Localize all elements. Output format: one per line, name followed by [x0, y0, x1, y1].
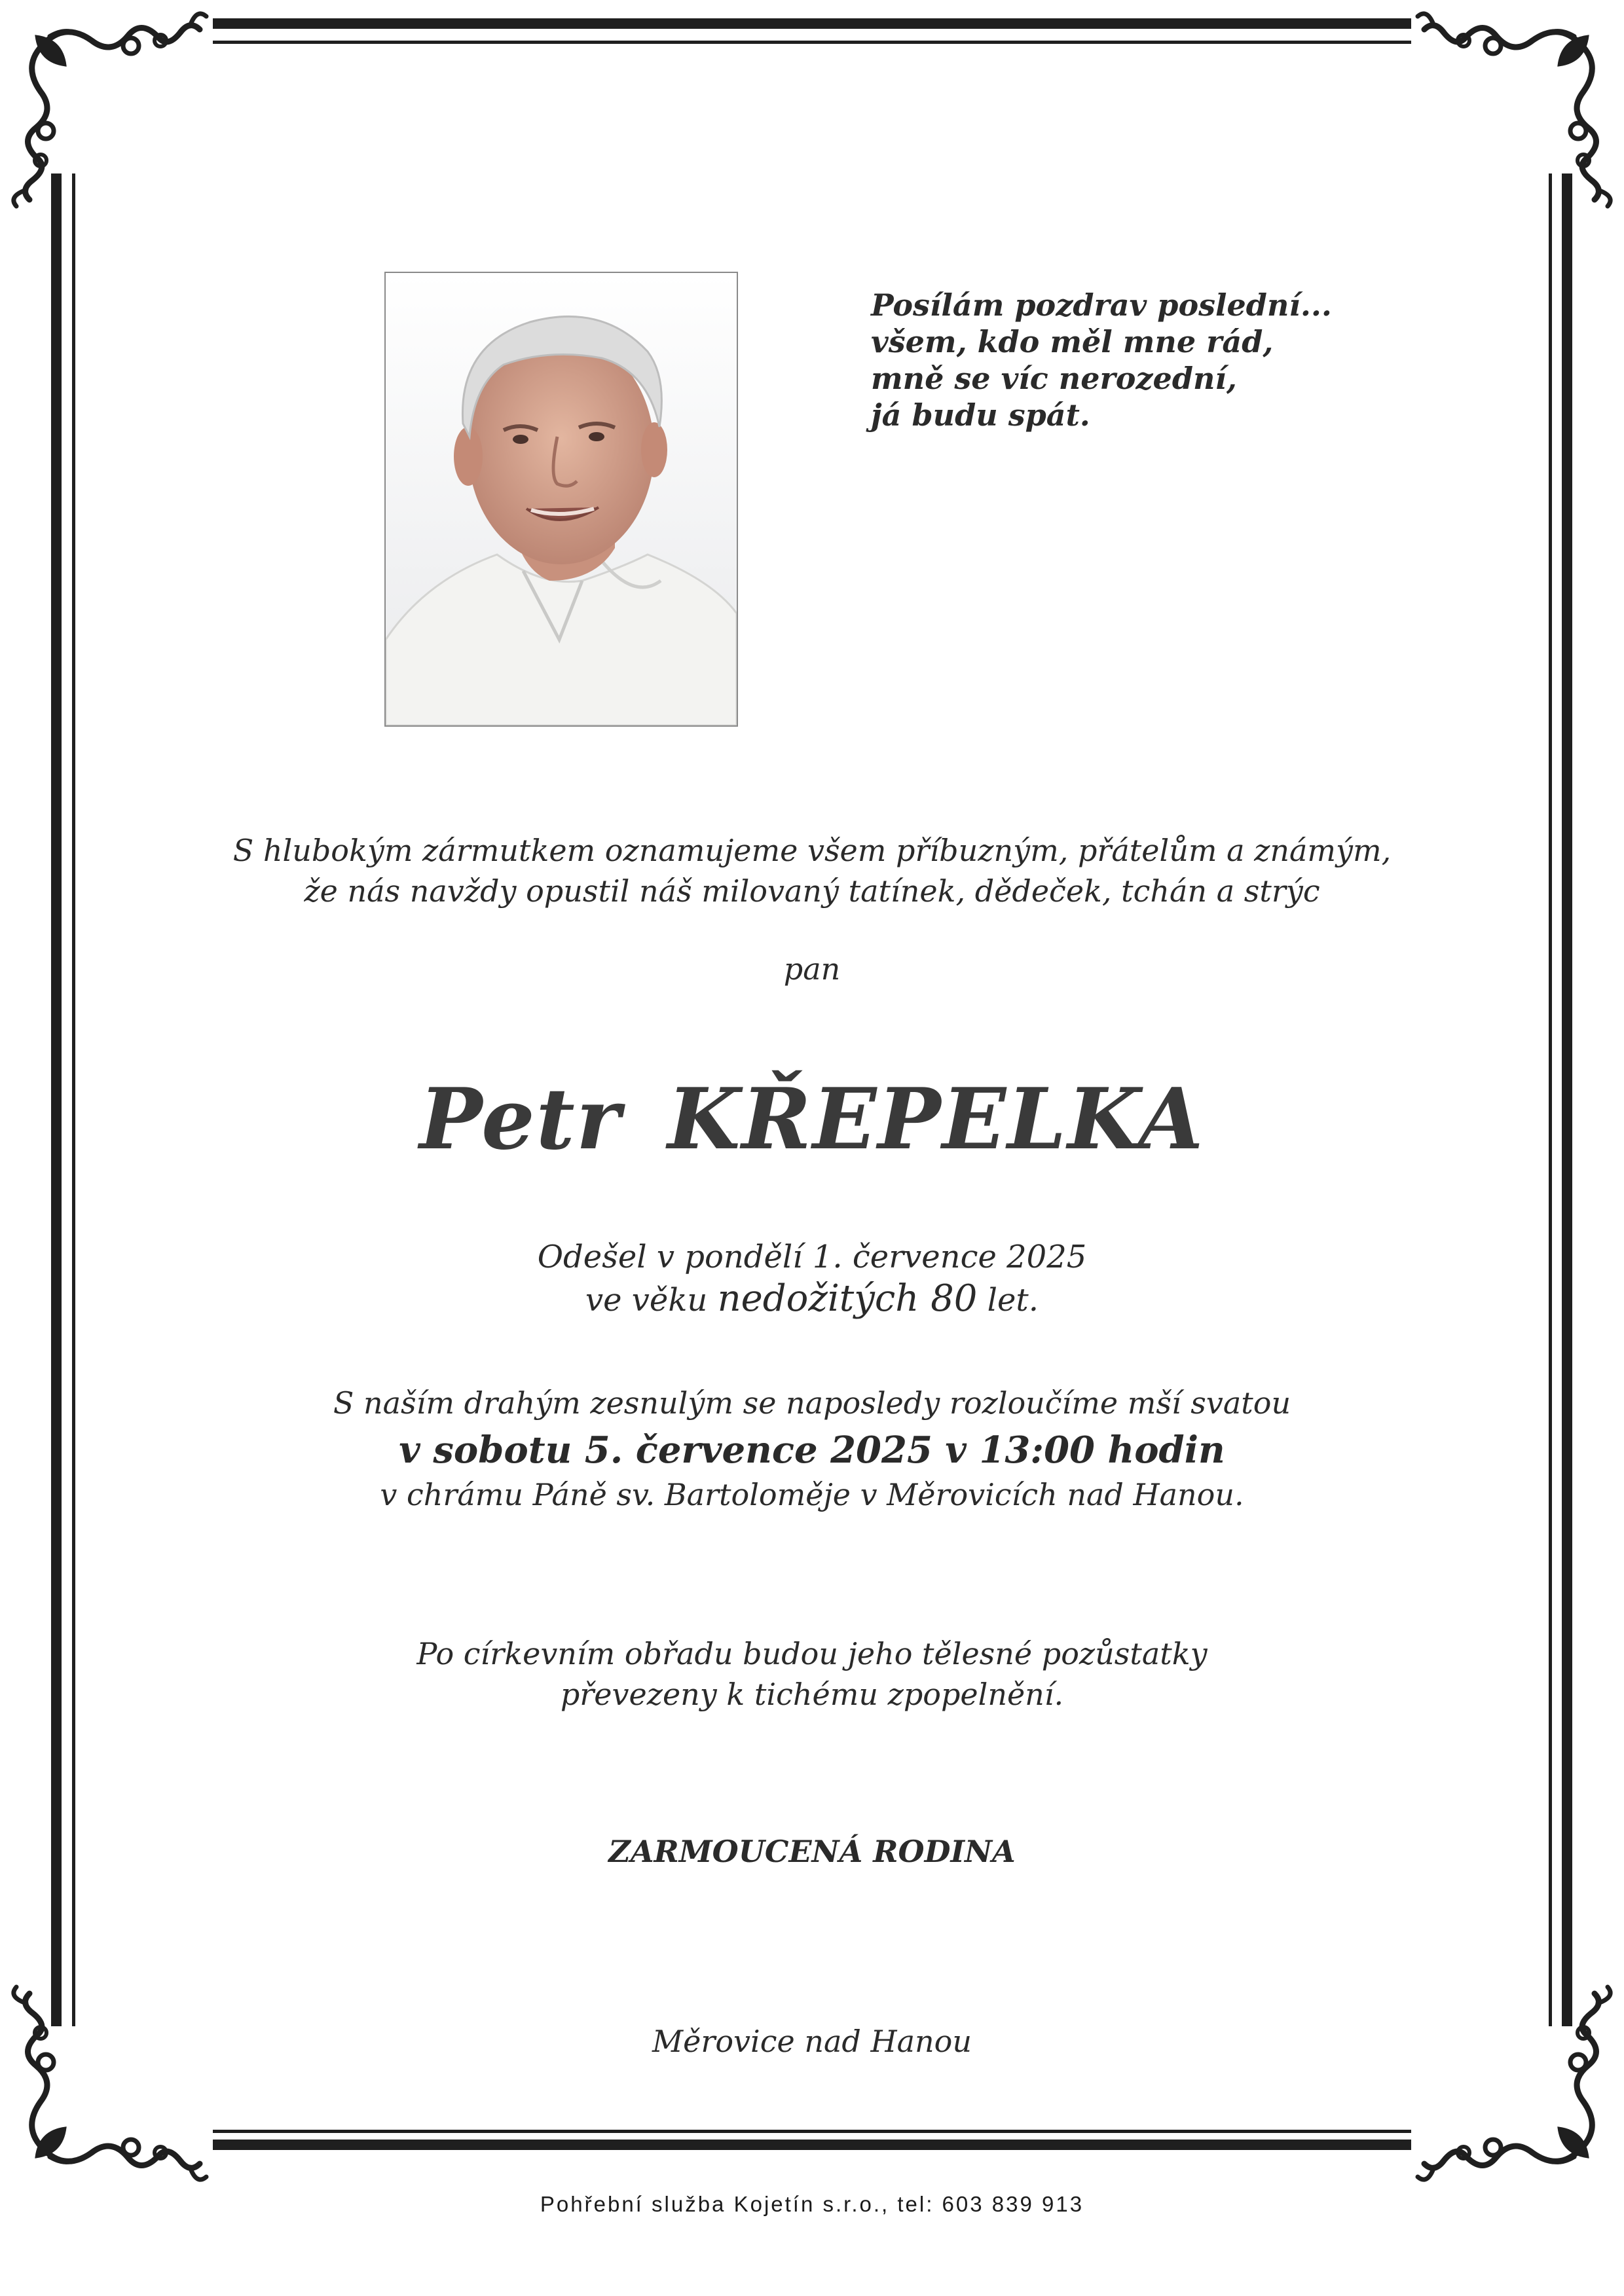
salutation: pan: [783, 951, 841, 987]
death-age-suffix: let.: [987, 1282, 1039, 1319]
signature: ZARMOUCENÁ RODINA: [608, 1834, 1016, 1869]
corner-ornament-top-left: [14, 14, 206, 206]
corner-ornament-top-right: [1418, 14, 1610, 206]
remains-line-1: Po církevním obřadu budou jeho tělesné pozůstatky: [416, 1636, 1208, 1671]
death-age: [0, 1278, 1624, 1321]
poem: [871, 287, 1395, 433]
deceased-name: [0, 1070, 1624, 1169]
poem-line-1: Posílám pozdrav poslední...: [871, 287, 1332, 323]
corner-ornament-bottom-right: [1418, 1987, 1610, 2179]
deceased-first-name: Petr: [419, 1070, 622, 1169]
place: Měrovice nad Hanou: [652, 2024, 972, 2059]
poem-line-2: všem, kdo měl mne rád,: [871, 324, 1274, 359]
announcement-intro: [0, 830, 1624, 911]
intro-line-2: že nás navždy opustil náš milovaný tatínek, dědeček, tchán a strýc: [304, 873, 1320, 909]
mass-intro: S naším drahým zesnulým se naposledy rozloučíme mší svatou: [333, 1385, 1291, 1421]
remains-info: [0, 1633, 1624, 1715]
portrait-image: [386, 273, 737, 725]
death-info: [0, 1236, 1624, 1321]
death-age-prefix: ve věku: [585, 1282, 708, 1319]
death-date: Odešel v pondělí 1. července 2025: [537, 1239, 1087, 1275]
poem-line-3: mně se víc nerozední,: [871, 361, 1237, 396]
deceased-last-name: KŘEPELKA: [667, 1070, 1205, 1169]
death-age-value: nedožitých 80: [717, 1277, 978, 1320]
corner-ornament-bottom-left: [14, 1987, 206, 2179]
intro-line-1: S hlubokým zármutkem oznamujeme všem příbuzným, přátelům a známým,: [232, 833, 1392, 868]
mass-location: v chrámu Páně sv. Bartoloměje v Měrovicích nad Hanou.: [380, 1477, 1244, 1512]
mass-datetime: v sobotu 5. července 2025 v 13:00 hodin: [399, 1429, 1225, 1472]
remains-line-2: převezeny k tichému zpopelnění.: [560, 1677, 1064, 1712]
poem-line-4: já budu spát.: [871, 397, 1090, 433]
funeral-service-footer: Pohřební služba Kojetín s.r.o., tel: 603 839 913: [540, 2192, 1084, 2216]
portrait-photo: [384, 272, 738, 727]
